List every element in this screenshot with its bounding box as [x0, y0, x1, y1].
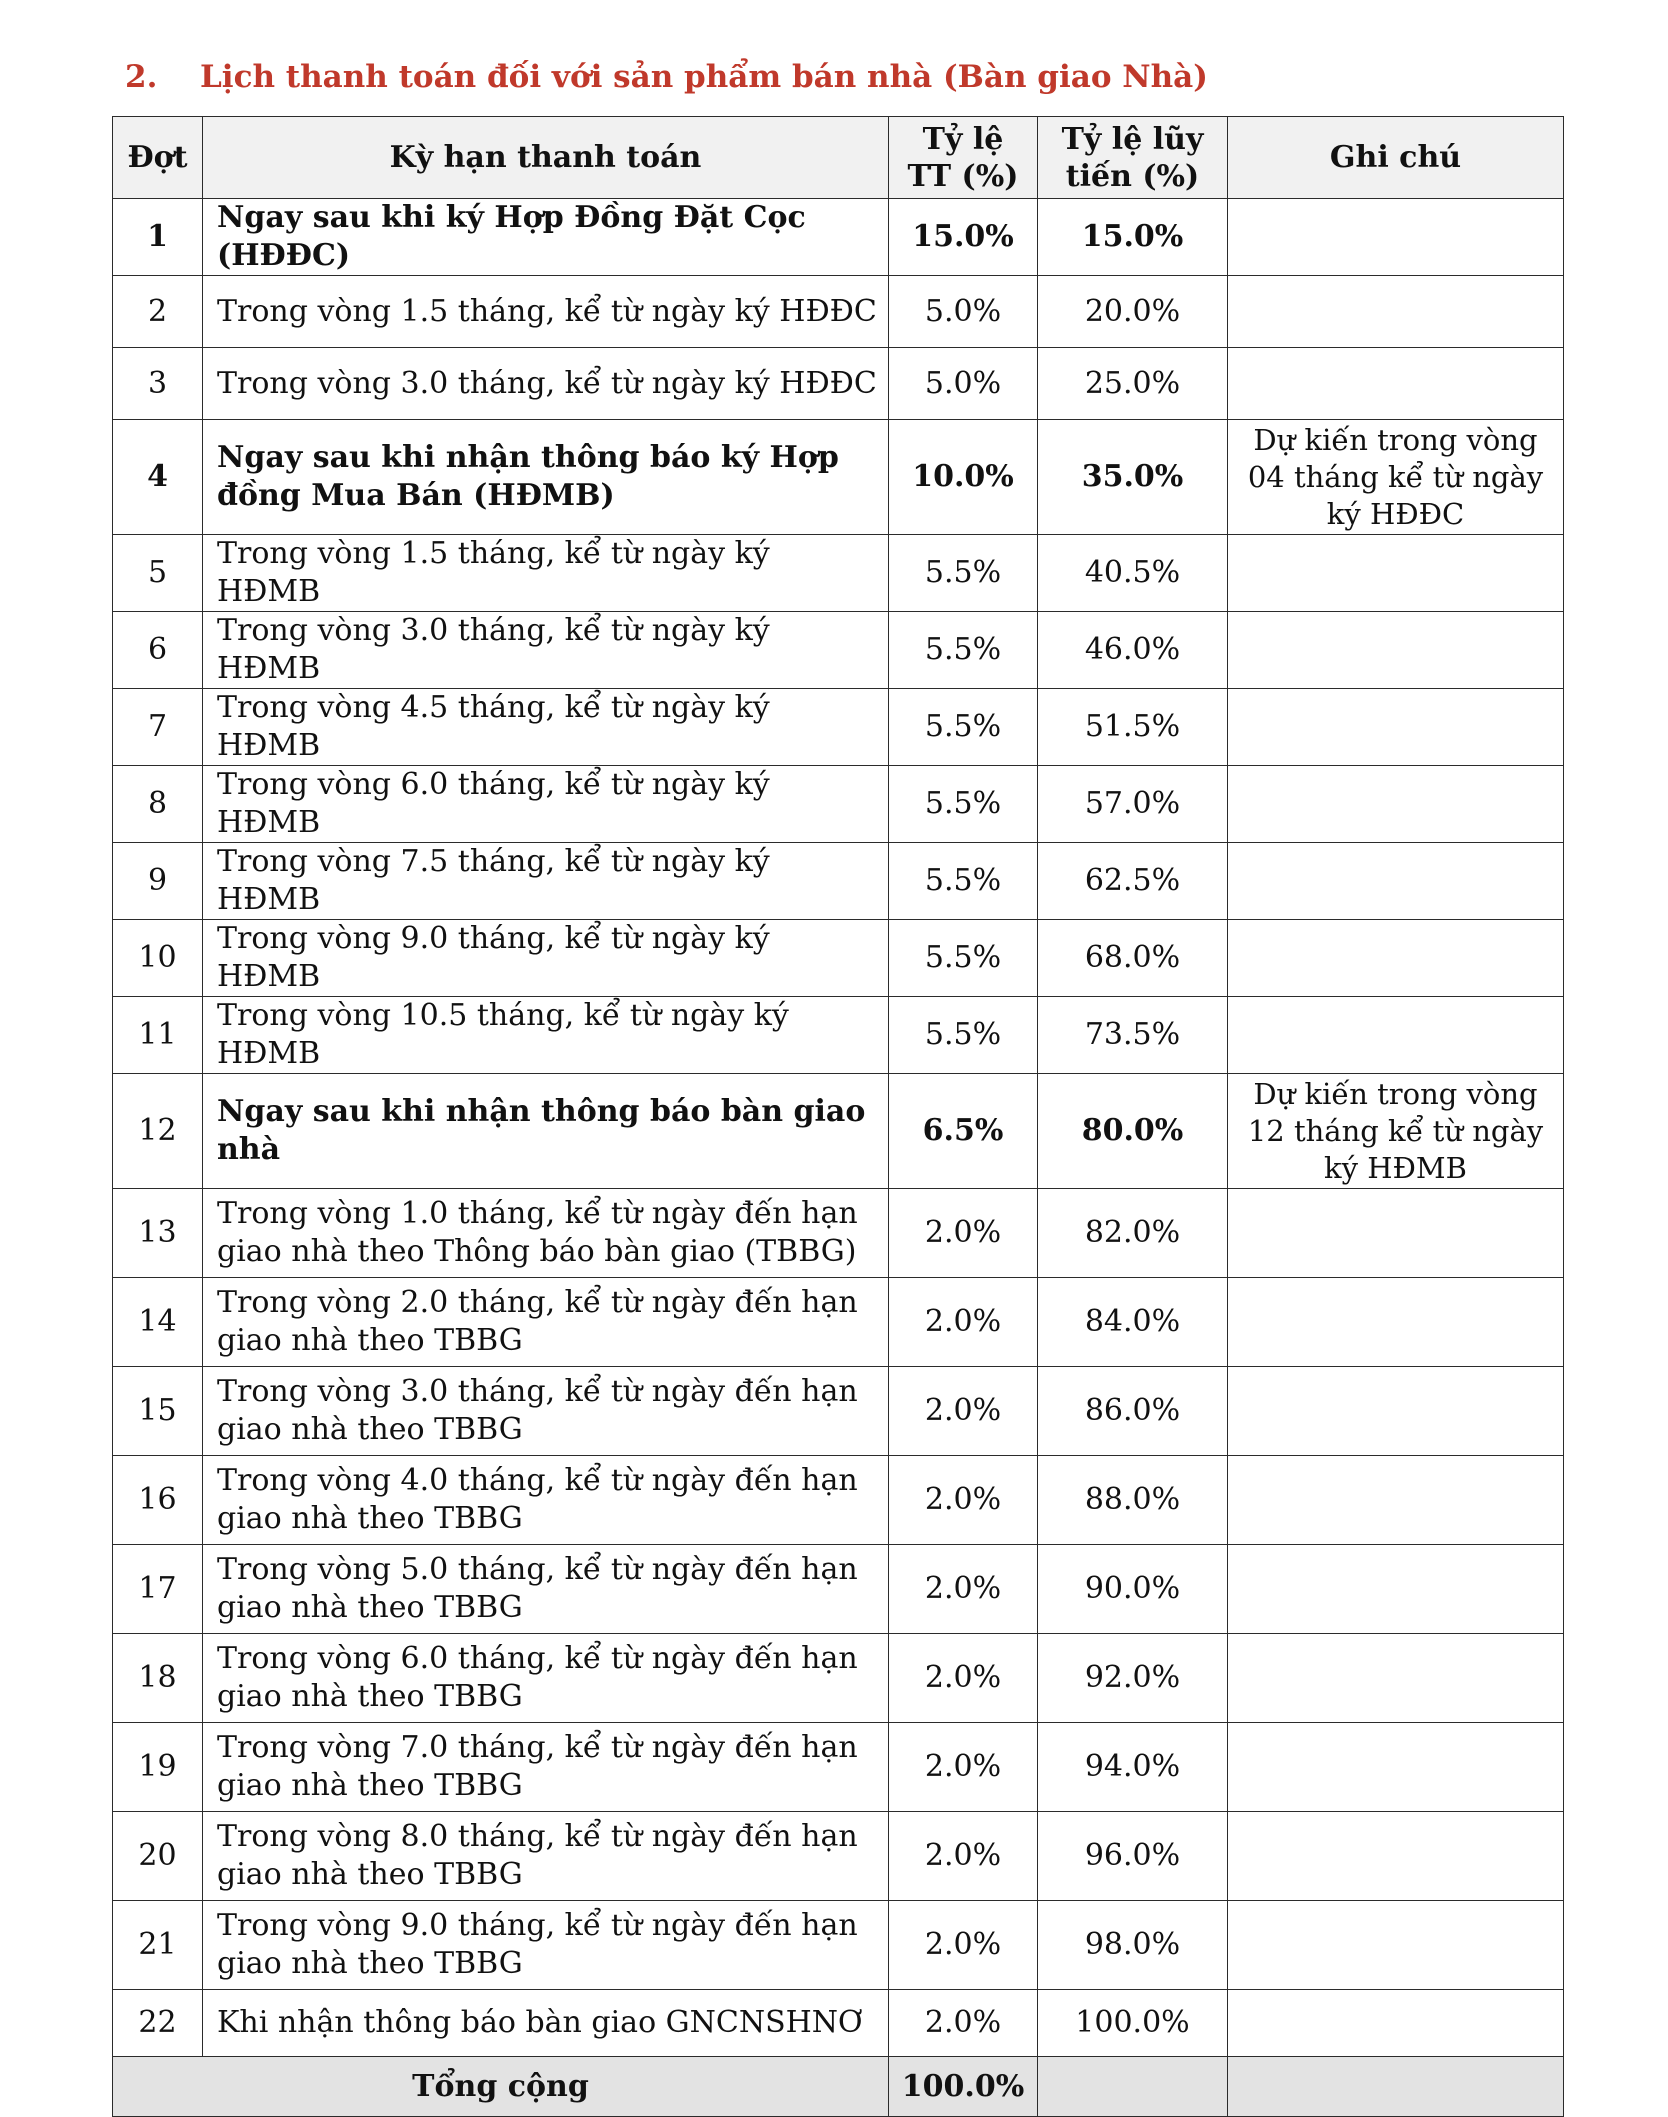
row-term: Trong vòng 6.0 tháng, kể từ ngày đến hạn giao nhà theo TBBG	[203, 1634, 889, 1723]
row-rate: 5.5%	[889, 843, 1038, 920]
row-term: Trong vòng 1.5 tháng, kể từ ngày ký HĐMB	[203, 535, 889, 612]
row-rate: 2.0%	[889, 1812, 1038, 1901]
row-note	[1228, 348, 1564, 420]
row-rate: 5.5%	[889, 612, 1038, 689]
row-term: Trong vòng 4.0 tháng, kể từ ngày đến hạn giao nhà theo TBBG	[203, 1456, 889, 1545]
table-row	[113, 1634, 1564, 1723]
row-term: Trong vòng 1.5 tháng, kể từ ngày ký HĐĐC	[203, 276, 889, 348]
header-rate: Tỷ lệ TT (%)	[889, 117, 1038, 199]
header-term: Kỳ hạn thanh toán	[203, 117, 889, 199]
row-term: Khi nhận thông báo bàn giao GNCNSHNƠ	[203, 1990, 889, 2057]
row-dot: 2	[113, 276, 203, 348]
row-note: Dự kiến trong vòng 12 tháng kể từ ngày ký HĐMB	[1228, 1074, 1564, 1189]
row-dot: 12	[113, 1074, 203, 1189]
total-note-empty	[1228, 2057, 1564, 2117]
row-term: Trong vòng 3.0 tháng, kể từ ngày đến hạn giao nhà theo TBBG	[203, 1367, 889, 1456]
table-row	[113, 766, 1564, 843]
row-term: Trong vòng 7.5 tháng, kể từ ngày ký HĐMB	[203, 843, 889, 920]
row-cumulative: 46.0%	[1038, 612, 1228, 689]
table-row	[113, 843, 1564, 920]
row-cumulative: 84.0%	[1038, 1278, 1228, 1367]
row-rate: 5.5%	[889, 997, 1038, 1074]
row-cumulative: 20.0%	[1038, 276, 1228, 348]
row-term: Ngay sau khi ký Hợp Đồng Đặt Cọc (HĐĐC)	[203, 199, 889, 276]
table-row	[113, 535, 1564, 612]
row-term: Ngay sau khi nhận thông báo bàn giao nhà	[203, 1074, 889, 1189]
row-note	[1228, 1901, 1564, 1990]
row-note	[1228, 1634, 1564, 1723]
table-row	[113, 1545, 1564, 1634]
row-rate: 2.0%	[889, 1456, 1038, 1545]
section-heading	[125, 52, 1208, 102]
row-dot: 14	[113, 1278, 203, 1367]
row-cumulative: 92.0%	[1038, 1634, 1228, 1723]
row-note	[1228, 920, 1564, 997]
table-row	[113, 689, 1564, 766]
row-rate: 2.0%	[889, 1367, 1038, 1456]
table-row	[113, 276, 1564, 348]
row-rate: 5.0%	[889, 348, 1038, 420]
row-dot: 7	[113, 689, 203, 766]
row-dot: 20	[113, 1812, 203, 1901]
row-note	[1228, 1723, 1564, 1812]
row-cumulative: 88.0%	[1038, 1456, 1228, 1545]
row-dot: 3	[113, 348, 203, 420]
row-rate: 2.0%	[889, 1545, 1038, 1634]
row-note	[1228, 689, 1564, 766]
table-row	[113, 997, 1564, 1074]
row-term: Trong vòng 9.0 tháng, kể từ ngày ký HĐMB	[203, 920, 889, 997]
row-dot: 1	[113, 199, 203, 276]
row-cumulative: 94.0%	[1038, 1723, 1228, 1812]
row-term: Trong vòng 9.0 tháng, kể từ ngày đến hạn giao nhà theo TBBG	[203, 1901, 889, 1990]
row-cumulative: 51.5%	[1038, 689, 1228, 766]
row-rate: 2.0%	[889, 1901, 1038, 1990]
row-note	[1228, 997, 1564, 1074]
table-row	[113, 1990, 1564, 2057]
row-rate: 5.5%	[889, 535, 1038, 612]
row-dot: 11	[113, 997, 203, 1074]
section-number: 2.	[125, 59, 158, 95]
row-rate: 5.5%	[889, 920, 1038, 997]
row-rate: 5.5%	[889, 766, 1038, 843]
table-row	[113, 348, 1564, 420]
row-rate: 2.0%	[889, 1634, 1038, 1723]
row-cumulative: 62.5%	[1038, 843, 1228, 920]
row-dot: 19	[113, 1723, 203, 1812]
row-rate: 10.0%	[889, 420, 1038, 535]
row-cumulative: 96.0%	[1038, 1812, 1228, 1901]
table-row	[113, 612, 1564, 689]
row-term: Trong vòng 5.0 tháng, kể từ ngày đến hạn giao nhà theo TBBG	[203, 1545, 889, 1634]
row-note	[1228, 276, 1564, 348]
row-cumulative: 35.0%	[1038, 420, 1228, 535]
row-term: Trong vòng 7.0 tháng, kể từ ngày đến hạn giao nhà theo TBBG	[203, 1723, 889, 1812]
row-note	[1228, 199, 1564, 276]
row-term: Trong vòng 6.0 tháng, kể từ ngày ký HĐMB	[203, 766, 889, 843]
row-rate: 2.0%	[889, 1189, 1038, 1278]
row-dot: 21	[113, 1901, 203, 1990]
row-cumulative: 73.5%	[1038, 997, 1228, 1074]
table-row	[113, 1367, 1564, 1456]
row-cumulative: 25.0%	[1038, 348, 1228, 420]
table-row	[113, 920, 1564, 997]
row-cumulative: 40.5%	[1038, 535, 1228, 612]
row-note	[1228, 766, 1564, 843]
row-rate: 2.0%	[889, 1990, 1038, 2057]
row-note	[1228, 1545, 1564, 1634]
row-dot: 15	[113, 1367, 203, 1456]
total-label: Tổng cộng	[113, 2057, 889, 2117]
row-term: Trong vòng 8.0 tháng, kể từ ngày đến hạn giao nhà theo TBBG	[203, 1812, 889, 1901]
row-note	[1228, 1367, 1564, 1456]
row-dot: 6	[113, 612, 203, 689]
table-row	[113, 1074, 1564, 1189]
row-note	[1228, 1189, 1564, 1278]
row-note	[1228, 1456, 1564, 1545]
row-term: Trong vòng 1.0 tháng, kể từ ngày đến hạn giao nhà theo Thông báo bàn giao (TBBG)	[203, 1189, 889, 1278]
total-cumulative-empty	[1038, 2057, 1228, 2117]
row-term: Trong vòng 10.5 tháng, kể từ ngày ký HĐMB	[203, 997, 889, 1074]
row-cumulative: 80.0%	[1038, 1074, 1228, 1189]
row-cumulative: 100.0%	[1038, 1990, 1228, 2057]
row-note	[1228, 535, 1564, 612]
table-row	[113, 199, 1564, 276]
row-dot: 17	[113, 1545, 203, 1634]
row-cumulative: 82.0%	[1038, 1189, 1228, 1278]
row-rate: 5.5%	[889, 689, 1038, 766]
row-dot: 22	[113, 1990, 203, 2057]
table-row	[113, 1812, 1564, 1901]
table-row	[113, 1278, 1564, 1367]
header-note: Ghi chú	[1228, 117, 1564, 199]
header-cumulative: Tỷ lệ lũy tiến (%)	[1038, 117, 1228, 199]
row-dot: 16	[113, 1456, 203, 1545]
row-note	[1228, 1812, 1564, 1901]
row-dot: 13	[113, 1189, 203, 1278]
total-row	[113, 2057, 1564, 2117]
header-dot: Đợt	[113, 117, 203, 199]
row-note	[1228, 1990, 1564, 2057]
row-dot: 18	[113, 1634, 203, 1723]
row-rate: 2.0%	[889, 1723, 1038, 1812]
total-rate: 100.0%	[889, 2057, 1038, 2117]
row-rate: 6.5%	[889, 1074, 1038, 1189]
row-term: Ngay sau khi nhận thông báo ký Hợp đồng Mua Bán (HĐMB)	[203, 420, 889, 535]
table-row	[113, 1723, 1564, 1812]
row-cumulative: 90.0%	[1038, 1545, 1228, 1634]
table-row	[113, 420, 1564, 535]
row-term: Trong vòng 3.0 tháng, kể từ ngày ký HĐMB	[203, 612, 889, 689]
row-note	[1228, 843, 1564, 920]
table-header-row	[113, 117, 1564, 199]
row-term: Trong vòng 2.0 tháng, kể từ ngày đến hạn giao nhà theo TBBG	[203, 1278, 889, 1367]
row-note: Dự kiến trong vòng 04 tháng kể từ ngày ký HĐĐC	[1228, 420, 1564, 535]
table-row	[113, 1189, 1564, 1278]
row-cumulative: 98.0%	[1038, 1901, 1228, 1990]
row-cumulative: 86.0%	[1038, 1367, 1228, 1456]
row-rate: 15.0%	[889, 199, 1038, 276]
payment-schedule-table	[112, 116, 1564, 2117]
row-rate: 2.0%	[889, 1278, 1038, 1367]
row-dot: 9	[113, 843, 203, 920]
table-row	[113, 1901, 1564, 1990]
table-row	[113, 1456, 1564, 1545]
row-term: Trong vòng 4.5 tháng, kể từ ngày ký HĐMB	[203, 689, 889, 766]
row-cumulative: 68.0%	[1038, 920, 1228, 997]
row-cumulative: 57.0%	[1038, 766, 1228, 843]
row-term: Trong vòng 3.0 tháng, kể từ ngày ký HĐĐC	[203, 348, 889, 420]
row-dot: 4	[113, 420, 203, 535]
row-dot: 8	[113, 766, 203, 843]
row-dot: 10	[113, 920, 203, 997]
row-cumulative: 15.0%	[1038, 199, 1228, 276]
row-rate: 5.0%	[889, 276, 1038, 348]
section-title: Lịch thanh toán đối với sản phẩm bán nhà (Bàn giao Nhà)	[200, 59, 1208, 95]
row-note	[1228, 1278, 1564, 1367]
row-note	[1228, 612, 1564, 689]
row-dot: 5	[113, 535, 203, 612]
